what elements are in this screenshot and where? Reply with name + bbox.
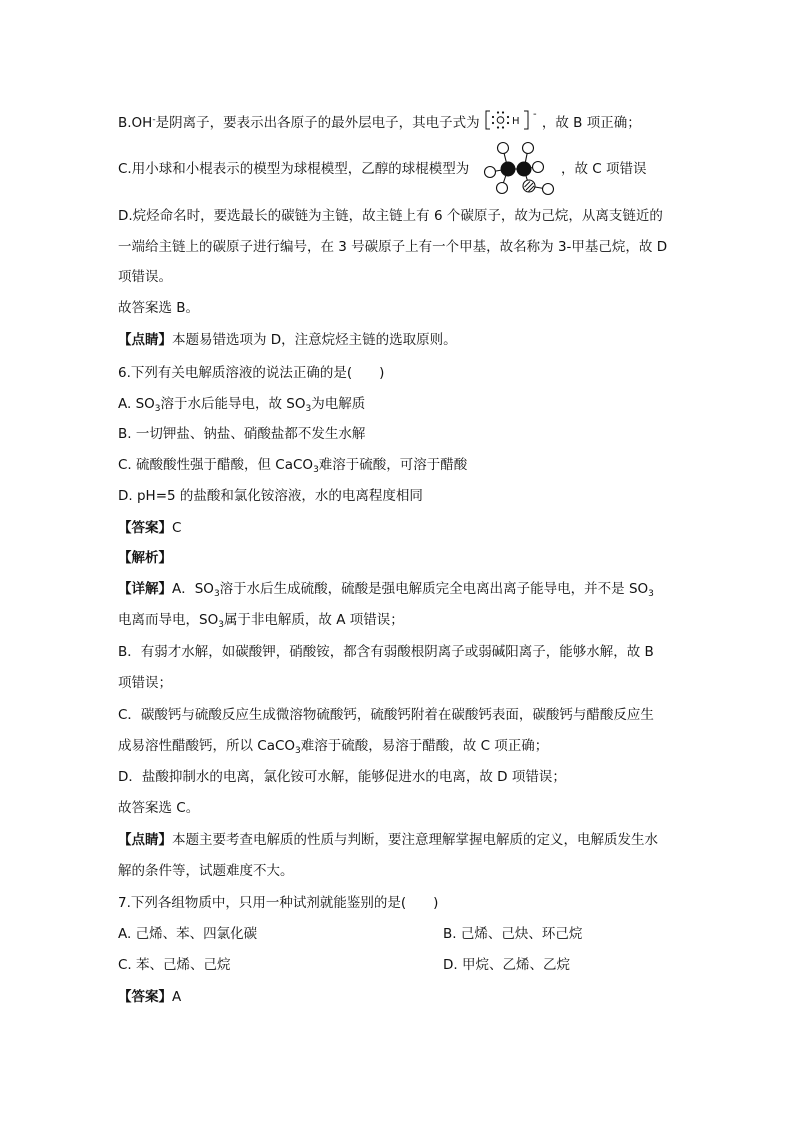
q5-answer-summary: 故答案选 B。: [118, 300, 200, 316]
q6-stem: 6.下列有关电解质溶液的说法正确的是( ): [118, 365, 385, 381]
formula-charge: -: [532, 109, 537, 120]
option-b-charge: -: [152, 115, 156, 125]
q6-xiangjie-c-2: 成易溶性醋酸钙，所以 CaCO$_3$难溶于硫酸，易溶于醋酸，故 C 项正确；: [118, 738, 549, 756]
q5-dianjing: [118, 330, 457, 350]
option-b-prefix: B.OH: [118, 115, 153, 131]
option-b-tail: ，故 B 项正确；: [541, 115, 641, 131]
q7-option-d: D. 甲烷、乙烯、乙烷: [443, 957, 570, 973]
ethanol-ball-stick-model: [481, 141, 557, 203]
option-b-text: 是阴离子，要表示出各原子的最外层电子，其电子式为: [155, 115, 480, 131]
answer-value: A: [172, 989, 182, 1005]
hydroxide-electron-formula: [484, 108, 542, 138]
q7-option-a: A. 己烯、苯、四氯化碳: [118, 926, 258, 942]
q6-option-a: A. $SO_3$溶于水后能导电，故 $SO_3$为电解质: [118, 396, 366, 414]
q6-option-d: D. pH=5 的盐酸和氯化铵溶液，水的电离程度相同: [118, 488, 423, 504]
q7-answer: [118, 987, 181, 1007]
option-d-line-2: 一端给主链上的碳原子进行编号，在 3 号碳原子上有一个甲基，故名称为 3-甲基己烷，故 D: [118, 239, 668, 255]
hydrogen-label: H: [511, 116, 520, 127]
answer-value: C: [172, 520, 182, 536]
answer-tag: 【答案】: [118, 989, 172, 1005]
q6-dianjing-1: 【点睛】本题主要考查电解质的性质与判断，要注意理解掌握电解质的定义，电解质发生水: [118, 832, 658, 848]
dianjing-tag: 【点睛】: [118, 332, 172, 348]
q6-answer: [118, 518, 181, 538]
dianjing-tag: 【点睛】: [118, 832, 172, 848]
q7-stem: 7.下列各组物质中，只用一种试剂就能鉴别的是( ): [118, 895, 439, 911]
q6-option-c: C. 硫酸酸性强于醋酸，但 CaCO$_3$难溶于硫酸，可溶于醋酸: [118, 457, 468, 475]
q7-option-c: C. 苯、己烯、己烷: [118, 957, 231, 973]
q6-dianjing-2: 解的条件等，试题难度不大。: [118, 863, 294, 879]
option-c-tail: ，故 C 项错误: [561, 161, 647, 177]
option-d-line-1: D.烷烃命名时，要选最长的碳链为主链，故主链上有 6 个碳原子，故为己烷，从离支链近的: [118, 208, 663, 224]
option-b-explanation: [118, 108, 641, 138]
q7-option-b: B. 己烯、己炔、环己烷: [443, 926, 583, 942]
q6-xiangjie-b-2: 项错误；: [118, 675, 172, 691]
q6-xiangjie-c-1: C．碳酸钙与硫酸反应生成微溶物硫酸钙，硫酸钙附着在碳酸钙表面，碳酸钙与醋酸反应生: [118, 707, 654, 723]
q6-final-answer: 故答案选 C。: [118, 800, 200, 816]
q6-xiangjie-a-2: 电离而导电，$SO_3$属于非电解质，故 A 项错误；: [118, 612, 404, 630]
dianjing-text: 本题易错选项为 D，注意烷烃主链的选取原则。: [172, 332, 457, 348]
q6-xiangjie-b-1: B．有弱才水解，如碳酸钾，硝酸铵，都含有弱酸根阴离子或弱碱阳离子，能够水解，故 B: [118, 644, 654, 660]
q6-xiangjie-a-1: 【详解】A．$SO_3$溶于水后生成硫酸，硫酸是强电解质完全电离出离子能导电，并不是 $SO_3$: [118, 581, 654, 599]
q6-xiangjie-d: D．盐酸抑制水的电离，氯化铵可水解，能够促进水的电离，故 D 项错误；: [118, 769, 566, 785]
q6-option-b: B. 一切钾盐、钠盐、硝酸盐都不发生水解: [118, 426, 366, 442]
q6-jiexi-heading: 【解析】: [118, 550, 172, 566]
option-c-text: C.用小球和小棍表示的模型为球棍模型，乙醇的球棍模型为: [118, 161, 470, 177]
xiangjie-tag: 【详解】: [118, 581, 172, 597]
answer-tag: 【答案】: [118, 520, 172, 536]
option-d-line-3: 项错误。: [118, 269, 172, 285]
